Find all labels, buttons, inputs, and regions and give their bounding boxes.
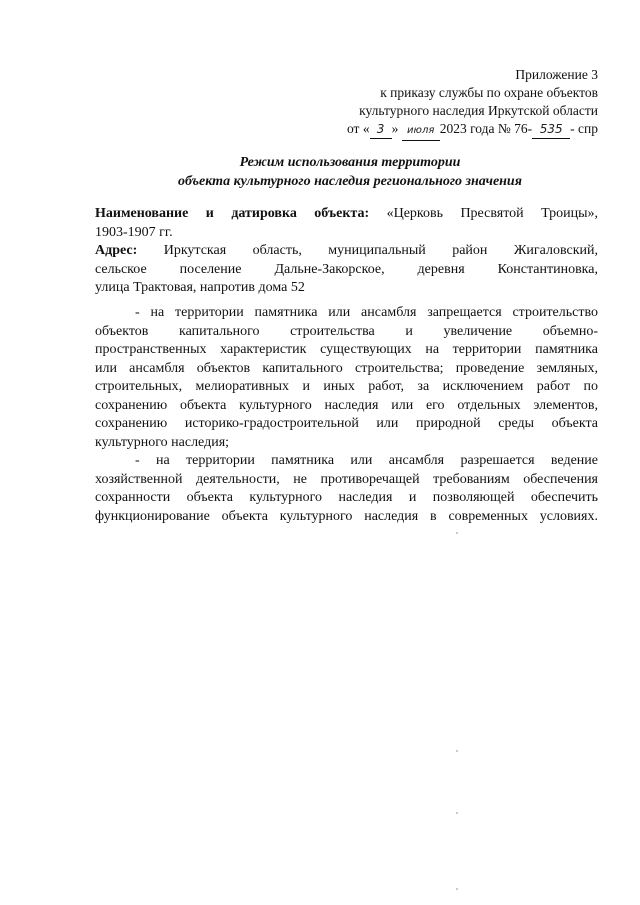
rule1-line: культурного наследия; [95, 434, 230, 450]
rule2-line: - на территории памятника или ансамбля разрешается ведение [135, 453, 598, 468]
title-line-2: объекта культурного наследия регионального значения [178, 174, 522, 189]
address-label: Адрес: [95, 243, 138, 258]
handwritten-month: июля [402, 122, 440, 141]
object-name-line [95, 205, 598, 224]
rule2-line: функционирование объекта культурного наследия в современных условиях. [95, 508, 598, 524]
object-info [95, 205, 598, 298]
date-prefix: от « [346, 121, 370, 136]
object-dating: 1903-1907 гг. [95, 224, 173, 240]
rule1-line: объектов капитального строительства и увеличение объемно- [95, 323, 598, 339]
rule1-line: сохранению историко-градостроительной или природной среды объекта [95, 416, 598, 431]
rule1-line: пространственных характеристик существующих на территории памятника [95, 342, 598, 357]
rule1-line: сохранению объекта культурного наследия или его отдельных элементов, [95, 397, 598, 413]
rule1-line: или ансамбля объектов капитального строительства; проведение земляных, [95, 360, 598, 376]
rule2-line: сохранности объекта культурного наследия и позволяющей обеспечить [95, 490, 598, 505]
scan-speck [456, 532, 458, 534]
title-line-1: Режим использования территории [239, 155, 461, 170]
object-name-label: Наименование и датировка объекта: [95, 206, 370, 221]
scan-speck [456, 888, 458, 890]
object-name-value: «Церковь Пресвятой Троицы», [386, 206, 599, 221]
appendix-order-ref: к приказу службы по охране объектов [380, 85, 598, 100]
appendix-date-line [298, 120, 598, 141]
handwritten-order-number: 535 [532, 120, 570, 139]
rule-prohibitions [95, 304, 598, 452]
scan-speck [456, 750, 458, 752]
appendix-number: Приложение 3 [515, 67, 598, 82]
rule2-line: хозяйственной деятельности, не противоречащей требованиям обеспечения [95, 471, 598, 487]
scan-speck [456, 812, 458, 814]
address-line-2: сельское поселение Дальне-Закорское, деревня Константиновка, [95, 261, 598, 277]
usage-rules [95, 304, 598, 526]
document-title [60, 153, 640, 191]
address-line-3: улица Трактовая, напротив дома 52 [95, 280, 305, 295]
rule1-line: строительных, мелиоративных и иных работ, за исключением работ по [95, 379, 598, 394]
date-quote-close: » [391, 121, 399, 136]
handwritten-day: 3 [370, 120, 392, 139]
appendix-agency: культурного наследия Иркутской области [359, 103, 598, 118]
date-year: 2023 года № 76- [439, 121, 533, 136]
order-suffix: - спр [570, 121, 598, 136]
address-value-1: Иркутская область, муниципальный район Жигаловский, [163, 243, 598, 258]
appendix-header [298, 66, 598, 141]
rule-permissions [95, 452, 598, 526]
rule1-line: - на территории памятника или ансамбля запрещается строительство [135, 305, 598, 320]
address-line-1 [95, 242, 598, 261]
